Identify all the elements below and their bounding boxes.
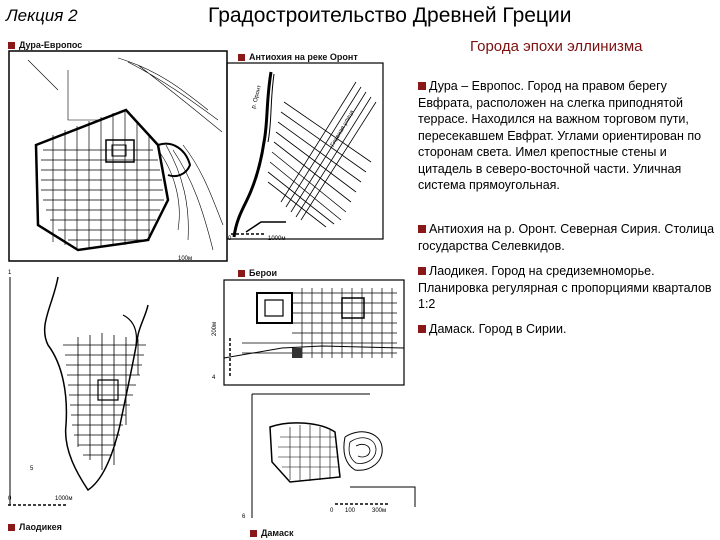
text-damascus: Дамаск. Город в Сирии. xyxy=(418,321,716,338)
text-antioch: Антиохия на р. Оронт. Северная Сирия. Столица государства Селевкидов. xyxy=(418,222,715,253)
laodicea-scale-end: 1000м xyxy=(55,496,73,502)
damascus-num-6: 6 xyxy=(242,514,246,520)
caption-damascus: Дамаск xyxy=(250,528,293,538)
caption-beroia: Берои xyxy=(238,268,277,278)
bullet-icon xyxy=(8,42,15,49)
dura-scale-label: 100м xyxy=(178,256,193,262)
slide-subtitle: Города эпохи эллинизма xyxy=(470,38,643,55)
laodicea-scale-start: 0 xyxy=(8,496,12,502)
bullet-icon xyxy=(418,267,426,275)
antioch-river-label: р. Оронт xyxy=(251,84,264,110)
text-dura: Дура – Европос. Город на правом берегу Евфрата, расположен на слегка приподнятой террасе. Находился на важном торговом пути, пересекавшем Евфрат. Углами ориентирован по сторонам света. Имел крепостные стены и цитадель в северо-восточной части. Уличная система прямоугольная. xyxy=(418,79,702,192)
bullet-icon xyxy=(418,82,426,90)
bullet-icon xyxy=(238,270,245,277)
bullet-icon xyxy=(418,325,426,333)
lecture-label: Лекция 2 xyxy=(6,6,78,25)
damascus-map xyxy=(250,392,418,520)
bullet-icon xyxy=(418,225,426,233)
beroia-num-4: 4 xyxy=(212,375,216,381)
antioch-scale-end: 1000м xyxy=(268,236,286,242)
caption-laodicea: Лаодикея xyxy=(8,522,62,532)
caption-dura: Дура-Европос xyxy=(8,40,82,50)
laodicea-map xyxy=(8,275,208,515)
bullet-icon xyxy=(250,530,257,537)
antioch-scale-start: 0 xyxy=(228,236,232,242)
laodicea-num-5: 5 xyxy=(30,466,34,472)
damascus-scale-end: 300м xyxy=(372,508,387,514)
caption-antioch: Антиохия на реке Оронт xyxy=(238,52,358,62)
text-laodicea: Лаодикея. Город на средиземноморье. Планировка регулярная с пропорциями кварталов 1:2 xyxy=(418,264,712,311)
slide-title: Градостроительство Древней Греции xyxy=(208,4,572,27)
beroia-scale-label: 200м xyxy=(212,321,218,336)
beroia-map xyxy=(222,278,407,388)
laodicea-num-1: 1 xyxy=(8,270,12,276)
antioch-street-label: Главная улица xyxy=(330,109,356,148)
antioch-map xyxy=(226,62,386,242)
bullet-icon xyxy=(238,54,245,61)
bullet-icon xyxy=(8,524,15,531)
dura-europos-map xyxy=(8,50,230,265)
damascus-scale-mid: 100 xyxy=(345,508,356,514)
damascus-scale-start: 0 xyxy=(330,508,334,514)
